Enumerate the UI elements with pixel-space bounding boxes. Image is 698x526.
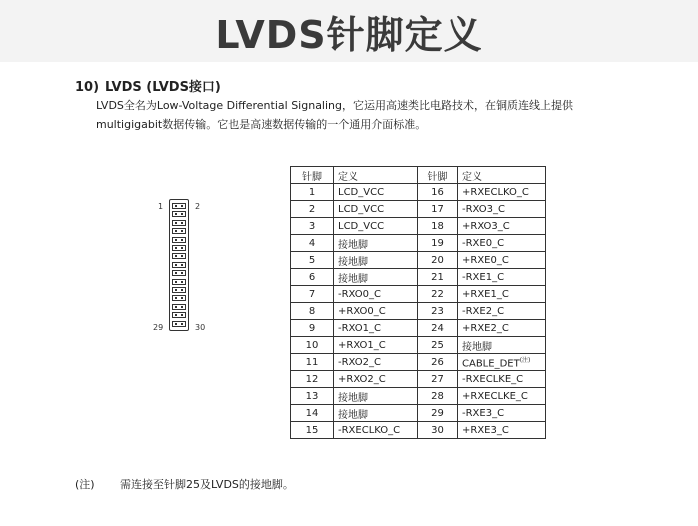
pin-number-cell <box>418 371 458 388</box>
definition-cell <box>458 388 546 405</box>
definition-cell <box>334 320 418 337</box>
pin-number-cell-text: 9 <box>308 322 316 334</box>
definition-cell <box>458 422 546 439</box>
note-marker: (注) <box>519 356 531 364</box>
pin-number-cell <box>291 235 334 252</box>
pin-number-cell-text: 13 <box>305 390 319 402</box>
connector-pin-pair <box>172 279 186 285</box>
pin-number-cell <box>291 405 334 422</box>
pin-number-cell <box>291 337 334 354</box>
pin-number-cell-text: 3 <box>308 220 316 232</box>
pin-number-cell-text: 4 <box>308 237 316 249</box>
pin-number-cell <box>418 201 458 218</box>
pin-number-cell <box>291 252 334 269</box>
definition-cell <box>458 354 546 371</box>
connector-pin-pair <box>172 220 186 226</box>
connector-pin-pair <box>172 304 186 310</box>
pin-number-cell-text: 11 <box>305 356 319 368</box>
definition-cell-text: -RXECLKO_C <box>338 424 401 436</box>
pin-number-cell <box>291 354 334 371</box>
definition-cell-text: 接地脚 <box>338 239 368 251</box>
pin-number-cell-text: 21 <box>431 271 444 283</box>
pin-number-cell <box>291 218 334 235</box>
connector-pin-pair <box>172 312 186 318</box>
definition-cell <box>458 184 546 201</box>
pin-number-cell-text: 5 <box>308 254 316 266</box>
definition-cell <box>334 184 418 201</box>
definition-cell <box>334 405 418 422</box>
section-title: LVDS (LVDS接口) <box>105 80 221 95</box>
page-title: LVDS针脚定义 <box>215 12 483 57</box>
connector-pin-pair <box>172 203 186 209</box>
pin-number-cell <box>418 184 458 201</box>
definition-cell-text: +RXE1_C <box>462 288 509 300</box>
pin-number-cell-text: 17 <box>431 203 444 215</box>
pin-number-cell <box>418 303 458 320</box>
pin-number-cell-text: 1 <box>308 186 316 198</box>
table-row <box>291 405 546 422</box>
definition-cell <box>334 303 418 320</box>
pin-number-cell-text: 6 <box>308 271 316 283</box>
definition-cell-text: -RXO1_C <box>338 322 381 334</box>
section-heading <box>75 76 221 95</box>
definition-cell-text: +RXO1_C <box>338 339 386 351</box>
description <box>96 96 656 134</box>
header-definition-right: 定义 <box>458 167 546 184</box>
table-row <box>291 337 546 354</box>
definition-cell <box>334 235 418 252</box>
pin-number-cell-text: 23 <box>431 305 444 317</box>
definition-cell <box>458 303 546 320</box>
table-row <box>291 201 546 218</box>
definition-cell-text: 接地脚 <box>338 392 368 404</box>
pin-number-cell-text: 8 <box>308 305 316 317</box>
definition-cell-text: -RXE2_C <box>462 305 505 317</box>
footnote-marker: (注) <box>75 478 95 491</box>
definition-cell-text: +RXE2_C <box>462 322 509 334</box>
definition-cell-text: LCD_VCC <box>338 186 385 198</box>
pin-number-cell <box>418 269 458 286</box>
table-header-row <box>291 167 546 184</box>
pin-number-cell <box>291 269 334 286</box>
table-row <box>291 184 546 201</box>
footnote-text: 需连接至针脚25及LVDS的接地脚。 <box>120 478 294 491</box>
header-pin-left: 针脚 <box>291 167 334 184</box>
table-row <box>291 218 546 235</box>
pin-number-cell-text: 24 <box>431 322 444 334</box>
pin-label-1: 1 <box>158 202 164 211</box>
definition-cell <box>458 252 546 269</box>
definition-cell <box>334 337 418 354</box>
pin-number-cell-text: 29 <box>431 407 444 419</box>
definition-cell <box>334 388 418 405</box>
connector-pin-pair <box>172 228 186 234</box>
pin-number-cell <box>418 252 458 269</box>
table-row <box>291 269 546 286</box>
definition-cell-text: LCD_VCC <box>338 220 385 232</box>
pin-number-cell-text: 12 <box>305 373 319 385</box>
pin-number-cell <box>418 405 458 422</box>
table-row <box>291 354 546 371</box>
pin-number-cell-text: 27 <box>431 373 444 385</box>
definition-cell-text: -RXE1_C <box>462 271 505 283</box>
pin-label-2: 2 <box>195 202 201 211</box>
pin-number-cell <box>418 337 458 354</box>
definition-cell-text: 接地脚 <box>338 273 368 285</box>
table-row <box>291 303 546 320</box>
definition-cell-text: 接地脚 <box>462 341 492 353</box>
description-line-1: LVDS全名为Low-Voltage Differential Signaling，它运用高速类比电路技术，在铜质连线上提供 <box>96 99 573 112</box>
pin-number-cell-text: 2 <box>308 203 316 215</box>
pin-number-cell-text: 16 <box>431 186 444 198</box>
definition-cell-text: 接地脚 <box>338 409 368 421</box>
pin-number-cell <box>291 303 334 320</box>
table-row <box>291 235 546 252</box>
pin-number-cell-text: 26 <box>431 356 444 368</box>
connector-pin-pair <box>172 321 186 327</box>
pin-number-cell-text: 25 <box>431 339 444 351</box>
table-row <box>291 252 546 269</box>
connector-pin-pair <box>172 253 186 259</box>
pin-label-30: 30 <box>195 323 206 332</box>
connector-pin-pair <box>172 211 186 217</box>
description-line-2: multigigabit数据传输。它也是高速数据传输的一个通用介面标准。 <box>96 118 427 131</box>
definition-cell <box>458 218 546 235</box>
connector-pin-pair <box>172 270 186 276</box>
definition-cell <box>458 405 546 422</box>
connector-pin-pair <box>172 237 186 243</box>
definition-cell <box>458 286 546 303</box>
pin-number-cell <box>418 235 458 252</box>
pin-number-cell <box>418 354 458 371</box>
definition-cell-text: +RXE0_C <box>462 254 509 266</box>
pin-number-cell-text: 15 <box>305 424 319 436</box>
header-definition-left: 定义 <box>334 167 418 184</box>
pin-number-cell-text: 18 <box>431 220 444 232</box>
definition-cell-text: -RXO0_C <box>338 288 381 300</box>
definition-cell <box>458 320 546 337</box>
table-row <box>291 320 546 337</box>
pin-number-cell <box>418 388 458 405</box>
lvds-connector-header <box>169 199 189 331</box>
definition-cell-text: +RXO2_C <box>338 373 386 385</box>
definition-cell <box>458 371 546 388</box>
definition-cell <box>458 337 546 354</box>
definition-cell-text: +RXE3_C <box>462 424 509 436</box>
pin-number-cell <box>418 422 458 439</box>
pin-number-cell <box>291 371 334 388</box>
pin-number-cell-text: 19 <box>431 237 444 249</box>
definition-cell <box>334 218 418 235</box>
table-row <box>291 388 546 405</box>
pin-number-cell <box>291 422 334 439</box>
pin-number-cell-text: 10 <box>305 339 319 351</box>
definition-cell-text: -RXO3_C <box>462 203 505 215</box>
definition-cell-text: +RXO0_C <box>338 305 386 317</box>
pin-number-cell-text: 22 <box>431 288 444 300</box>
section-number: 10) <box>75 80 100 95</box>
definition-cell-text: -RXO2_C <box>338 356 381 368</box>
table-row <box>291 286 546 303</box>
definition-cell-text: 接地脚 <box>338 256 368 268</box>
definition-cell <box>458 235 546 252</box>
definition-cell <box>334 422 418 439</box>
pin-number-cell <box>418 286 458 303</box>
definition-cell-text: -RXE0_C <box>462 237 505 249</box>
definition-cell <box>458 269 546 286</box>
pin-number-cell <box>418 218 458 235</box>
definition-cell-text: LCD_VCC <box>338 203 385 215</box>
definition-cell-text: +RXECLKE_C <box>462 390 528 402</box>
definition-cell-text: -RXE3_C <box>462 407 505 419</box>
header-pin-right: 针脚 <box>418 167 458 184</box>
connector-pin-pair <box>172 245 186 251</box>
definition-cell <box>334 371 418 388</box>
definition-cell <box>334 286 418 303</box>
table-row <box>291 422 546 439</box>
pin-number-cell-text: 28 <box>431 390 444 402</box>
title-banner <box>0 0 698 62</box>
pin-number-cell <box>291 320 334 337</box>
definition-cell <box>334 354 418 371</box>
definition-cell-text: +RXECLKO_C <box>462 186 529 198</box>
pin-number-cell-text: 14 <box>305 407 319 419</box>
pin-number-cell <box>291 388 334 405</box>
definition-cell <box>334 252 418 269</box>
connector-pin-pair <box>172 295 186 301</box>
definition-cell <box>458 201 546 218</box>
definition-cell <box>334 269 418 286</box>
pin-number-cell <box>291 184 334 201</box>
definition-cell-text: -RXECLKE_C <box>462 373 524 385</box>
pin-number-cell-text: 20 <box>431 254 444 266</box>
definition-cell-text: CABLE_DET <box>462 358 520 370</box>
pin-label-29: 29 <box>153 323 164 332</box>
pin-number-cell-text: 30 <box>431 424 444 436</box>
connector-pin-pair <box>172 262 186 268</box>
pin-number-cell-text: 7 <box>308 288 316 300</box>
connector-pin-pair <box>172 287 186 293</box>
table-row <box>291 371 546 388</box>
pin-number-cell <box>418 320 458 337</box>
pin-definition-table <box>290 166 546 439</box>
definition-cell-text: +RXO3_C <box>462 220 510 232</box>
definition-cell <box>334 201 418 218</box>
pin-number-cell <box>291 201 334 218</box>
pin-number-cell <box>291 286 334 303</box>
